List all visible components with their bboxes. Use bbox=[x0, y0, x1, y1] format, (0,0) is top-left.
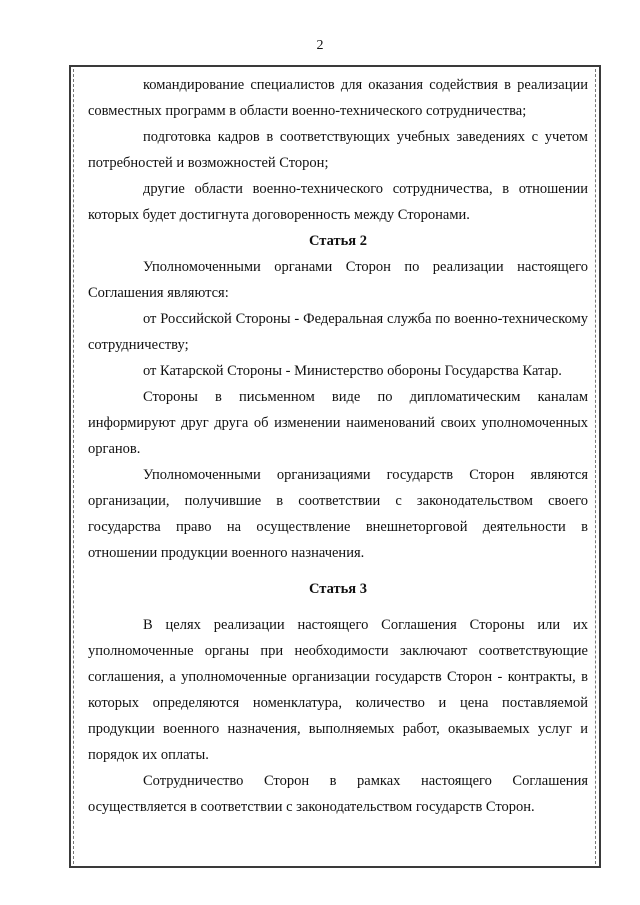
paragraph: Сотрудничество Сторон в рамках настоящего Соглашения осуществляется в соответствии с законодательством государств Сторон. bbox=[88, 773, 588, 815]
paragraph: от Российской Стороны - Федеральная служба по военно-техническому сотрудничеству; bbox=[88, 311, 588, 353]
frame-inner-right-line bbox=[595, 69, 597, 864]
article-3-heading: Статья 3 bbox=[309, 581, 367, 597]
page-number: 2 bbox=[316, 38, 324, 53]
paragraph: Уполномоченными организациями государств Сторон являются организации, получившие в соответствии с законодательством своего государства право на осуществление внешнеторговой деятельности в отношении продукции военного назначения. bbox=[88, 467, 588, 561]
article-2-heading: Статья 2 bbox=[309, 233, 367, 249]
paragraph: В целях реализации настоящего Соглашения Стороны или их уполномоченные органы при необходимости заключают соответствующие соглашения, а уполномоченные организации государств Сторон - контракты, в которых определяются номенклатура, количество и цена поставляемой продукции военного назначения, выполняемых работ, оказываемых услуг и порядок их оплаты. bbox=[88, 617, 588, 763]
paragraph: другие области военно-технического сотрудничества, в отношении которых будет достигнута договоренность между Сторонами. bbox=[88, 181, 588, 223]
paragraph: от Катарской Стороны - Министерство обороны Государства Катар. bbox=[143, 363, 562, 379]
paragraph: подготовка кадров в соответствующих учебных заведениях с учетом потребностей и возможностей Сторон; bbox=[88, 129, 588, 171]
paragraph: командирование специалистов для оказания содействия в реализации совместных программ в области военно-технического сотрудничества; bbox=[88, 77, 588, 119]
document-body bbox=[88, 72, 588, 820]
paragraph: Стороны в письменном виде по дипломатическим каналам информируют друг друга об изменении наименований своих уполномоченных органов. bbox=[88, 389, 588, 457]
frame-inner-left-line bbox=[73, 69, 75, 864]
paragraph: Уполномоченными органами Сторон по реализации настоящего Соглашения являются: bbox=[88, 259, 588, 301]
